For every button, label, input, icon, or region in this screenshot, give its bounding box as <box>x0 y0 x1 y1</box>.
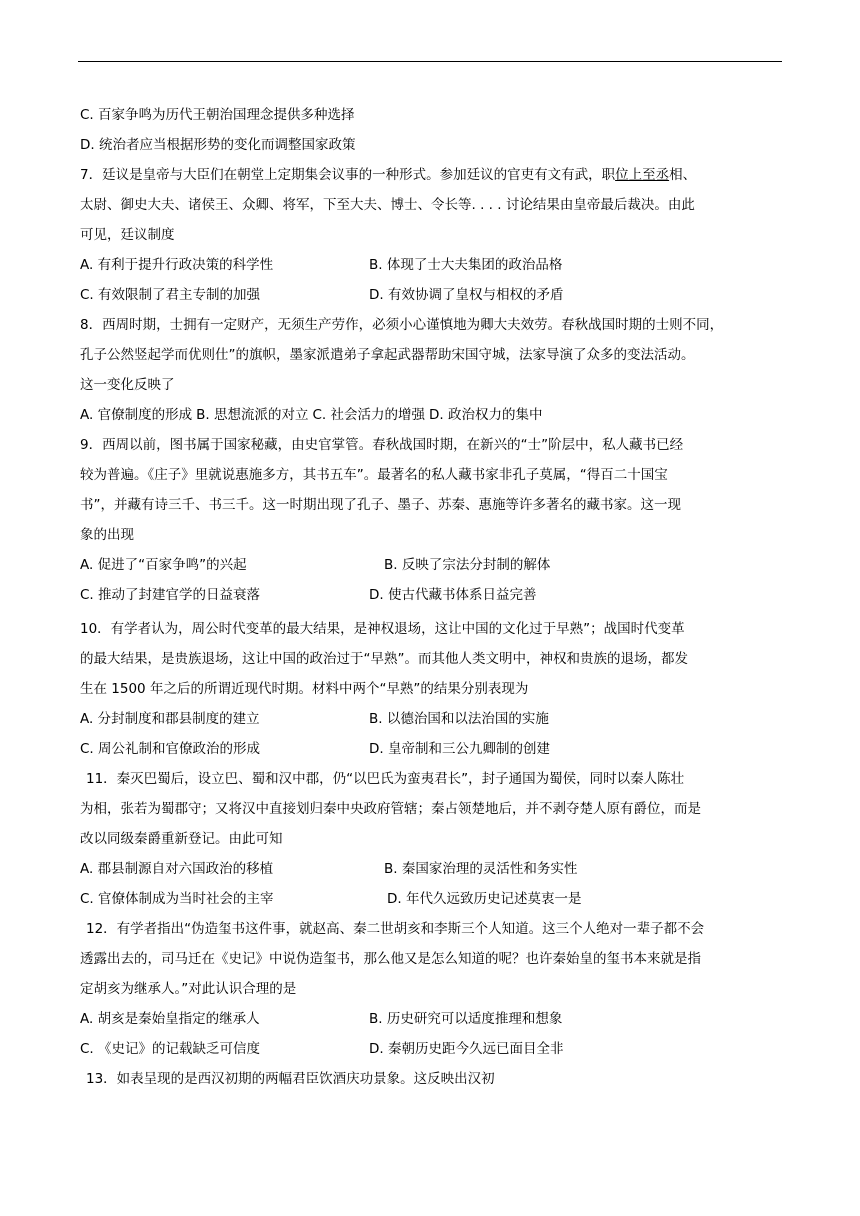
q9-stem-line-4: 象的出现 <box>80 527 134 543</box>
q12-options-ab <box>80 1004 782 1034</box>
q8-option-a: A. 官僚制度的形成 <box>80 407 193 423</box>
q10-stem-line-1: 10．有学者认为，周公时代变革的最大结果，是神权退场，这让中国的文化过于早熟”；战国时代变革 <box>80 621 685 637</box>
question-11 <box>80 764 782 914</box>
question-12 <box>80 914 782 1064</box>
q8-stem-line-2: 孔子公然竖起学而优则仕”的旗帜，墨家派遣弟子拿起武器帮助宋国守城，法家导演了众多的变法活动。 <box>80 347 695 363</box>
document-body <box>80 100 782 1094</box>
q8-stem-line-1: 8．西周时期，士拥有一定财产，无须生产劳作，必须小心谨慎地为卿大夫效劳。春秋战国时期的士则不同， <box>80 317 724 333</box>
q12-option-d: D. 秦朝历史距今久远已面目全非 <box>369 1041 564 1057</box>
q11-options-cd <box>80 884 782 914</box>
q9-options-cd <box>80 580 782 610</box>
q13-stem-line-1: 13．如表呈现的是西汉初期的两幅君臣饮酒庆功景象。这反映出汉初 <box>86 1071 495 1087</box>
q11-option-c: C. 官僚体制成为当时社会的主宰 <box>80 891 274 907</box>
q8-option-c: C. 社会活力的增强 <box>312 407 425 423</box>
q12-option-b: B. 历史研究可以适度推理和想象 <box>369 1011 563 1027</box>
q11-stem-line-3: 改以同级秦爵重新登记。由此可知 <box>80 831 283 847</box>
q11-option-a: A. 郡县制源自对六国政治的移植 <box>80 861 274 877</box>
q10-option-b: B. 以德治国和以法治国的实施 <box>369 711 549 727</box>
q10-option-c: C. 周公礼制和官僚政治的形成 <box>80 741 261 757</box>
question-8 <box>80 310 782 430</box>
q12-option-c: C. 《史记》的记载缺乏可信度 <box>80 1041 261 1057</box>
q9-option-a: A. 促进了“百家争鸣”的兴起 <box>80 557 247 573</box>
q11-option-b: B. 秦国家治理的灵活性和务实性 <box>384 861 578 877</box>
header-rule <box>78 61 782 62</box>
question-9 <box>80 430 782 610</box>
q12-option-a: A. 胡亥是秦始皇指定的继承人 <box>80 1011 260 1027</box>
question-13 <box>80 1064 782 1094</box>
q9-option-c: C. 推动了封建官学的日益衰落 <box>80 587 261 603</box>
q9-stem-line-2: 较为普遍。《庄子》里就说惠施多方，其书五车”。最著名的私人藏书家非孔子莫属，“得百二十国宝 <box>80 467 668 483</box>
q11-stem-line-2: 为相，张若为蜀郡守；又将汉中直接划归秦中央政府管辖；秦占领楚地后，并不剥夺楚人原有爵位，而是 <box>80 801 701 817</box>
q7-stem-line-1: 7．廷议是皇帝与大臣们在朝堂上定期集会议事的一种形式。参加廷议的官吏有文有武，职位上至丞相、 <box>80 167 697 183</box>
q7-stem-line-3: 可见，廷议制度 <box>80 227 175 243</box>
q7-option-a: A. 有利于提升行政决策的科学性 <box>80 257 274 273</box>
q9-options-ab <box>80 550 782 580</box>
q11-options-ab <box>80 854 782 884</box>
q12-options-cd <box>80 1034 782 1064</box>
q11-stem-line-1: 11．秦灭巴蜀后，设立巴、蜀和汉中郡，仍“以巴氏为蛮夷君长”，封子通国为蜀侯，同时以秦人陈壮 <box>86 771 685 787</box>
question-10 <box>80 614 782 764</box>
option-d-prev: D. 统治者应当根据形势的变化而调整国家政策 <box>80 137 356 153</box>
q12-stem-line-3: 定胡亥为继承人。”对此认识合理的是 <box>80 981 297 997</box>
q10-stem-line-3: 生在 1500 年之后的所谓近现代时期。材料中两个“早熟”的结果分别表现为 <box>80 681 529 697</box>
q12-stem-line-2: 透露出去的，司马迁在《史记》中说伪造玺书，那么他又是怎么知道的呢？也许秦始皇的玺书本来就是指 <box>80 951 701 967</box>
q11-option-d: D. 年代久远致历史记述莫衷一是 <box>387 891 582 907</box>
q7-options-ab <box>80 250 782 280</box>
q10-stem-line-2: 的最大结果，是贵族退场，这让中国的政治过于“早熟”。而其他人类文明中，神权和贵族的退场，都发 <box>80 651 688 667</box>
q8-option-d: D. 政治权力的集中 <box>428 407 543 423</box>
q8-options <box>80 400 782 430</box>
q9-stem-line-1: 9．西周以前，图书属于国家秘藏，由史官掌管。春秋战国时期，在新兴的“士”阶层中，私人藏书已经 <box>80 437 684 453</box>
q7-option-d: D. 有效协调了皇权与相权的矛盾 <box>369 287 564 303</box>
q12-stem-line-1: 12．有学者指出“伪造玺书这件事，就赵高、秦二世胡亥和李斯三个人知道。这三个人绝对一辈子都不会 <box>86 921 705 937</box>
q7-option-c: C. 有效限制了君主专制的加强 <box>80 287 261 303</box>
q9-option-b: B. 反映了宗法分封制的解体 <box>384 557 551 573</box>
q10-option-d: D. 皇帝制和三公九卿制的创建 <box>369 741 550 757</box>
q7-options-cd <box>80 280 782 310</box>
q10-options-cd <box>80 734 782 764</box>
q10-option-a: A. 分封制度和郡县制度的建立 <box>80 711 260 727</box>
q9-stem-line-3: 书”，并藏有诗三千、书三千。这一时期出现了孔子、墨子、苏秦、惠施等许多著名的藏书家。这一现 <box>80 497 681 513</box>
q8-option-b: B. 思想流派的对立 <box>196 407 309 423</box>
q9-option-d: D. 使古代藏书体系日益完善 <box>369 587 537 603</box>
q10-options-ab <box>80 704 782 734</box>
question-7 <box>80 160 782 310</box>
q7-stem-line-2: 太尉、御史大夫、诸侯王、众卿、将军，下至大夫、博士、令长等. . . . 讨论结果由皇帝最后裁决。由此 <box>80 197 695 213</box>
q8-stem-line-3: 这一变化反映了 <box>80 377 175 393</box>
q7-option-b: B. 体现了士大夫集团的政治品格 <box>369 257 563 273</box>
option-c-prev: C. 百家争鸣为历代王朝治国理念提供多种选择 <box>80 107 355 123</box>
